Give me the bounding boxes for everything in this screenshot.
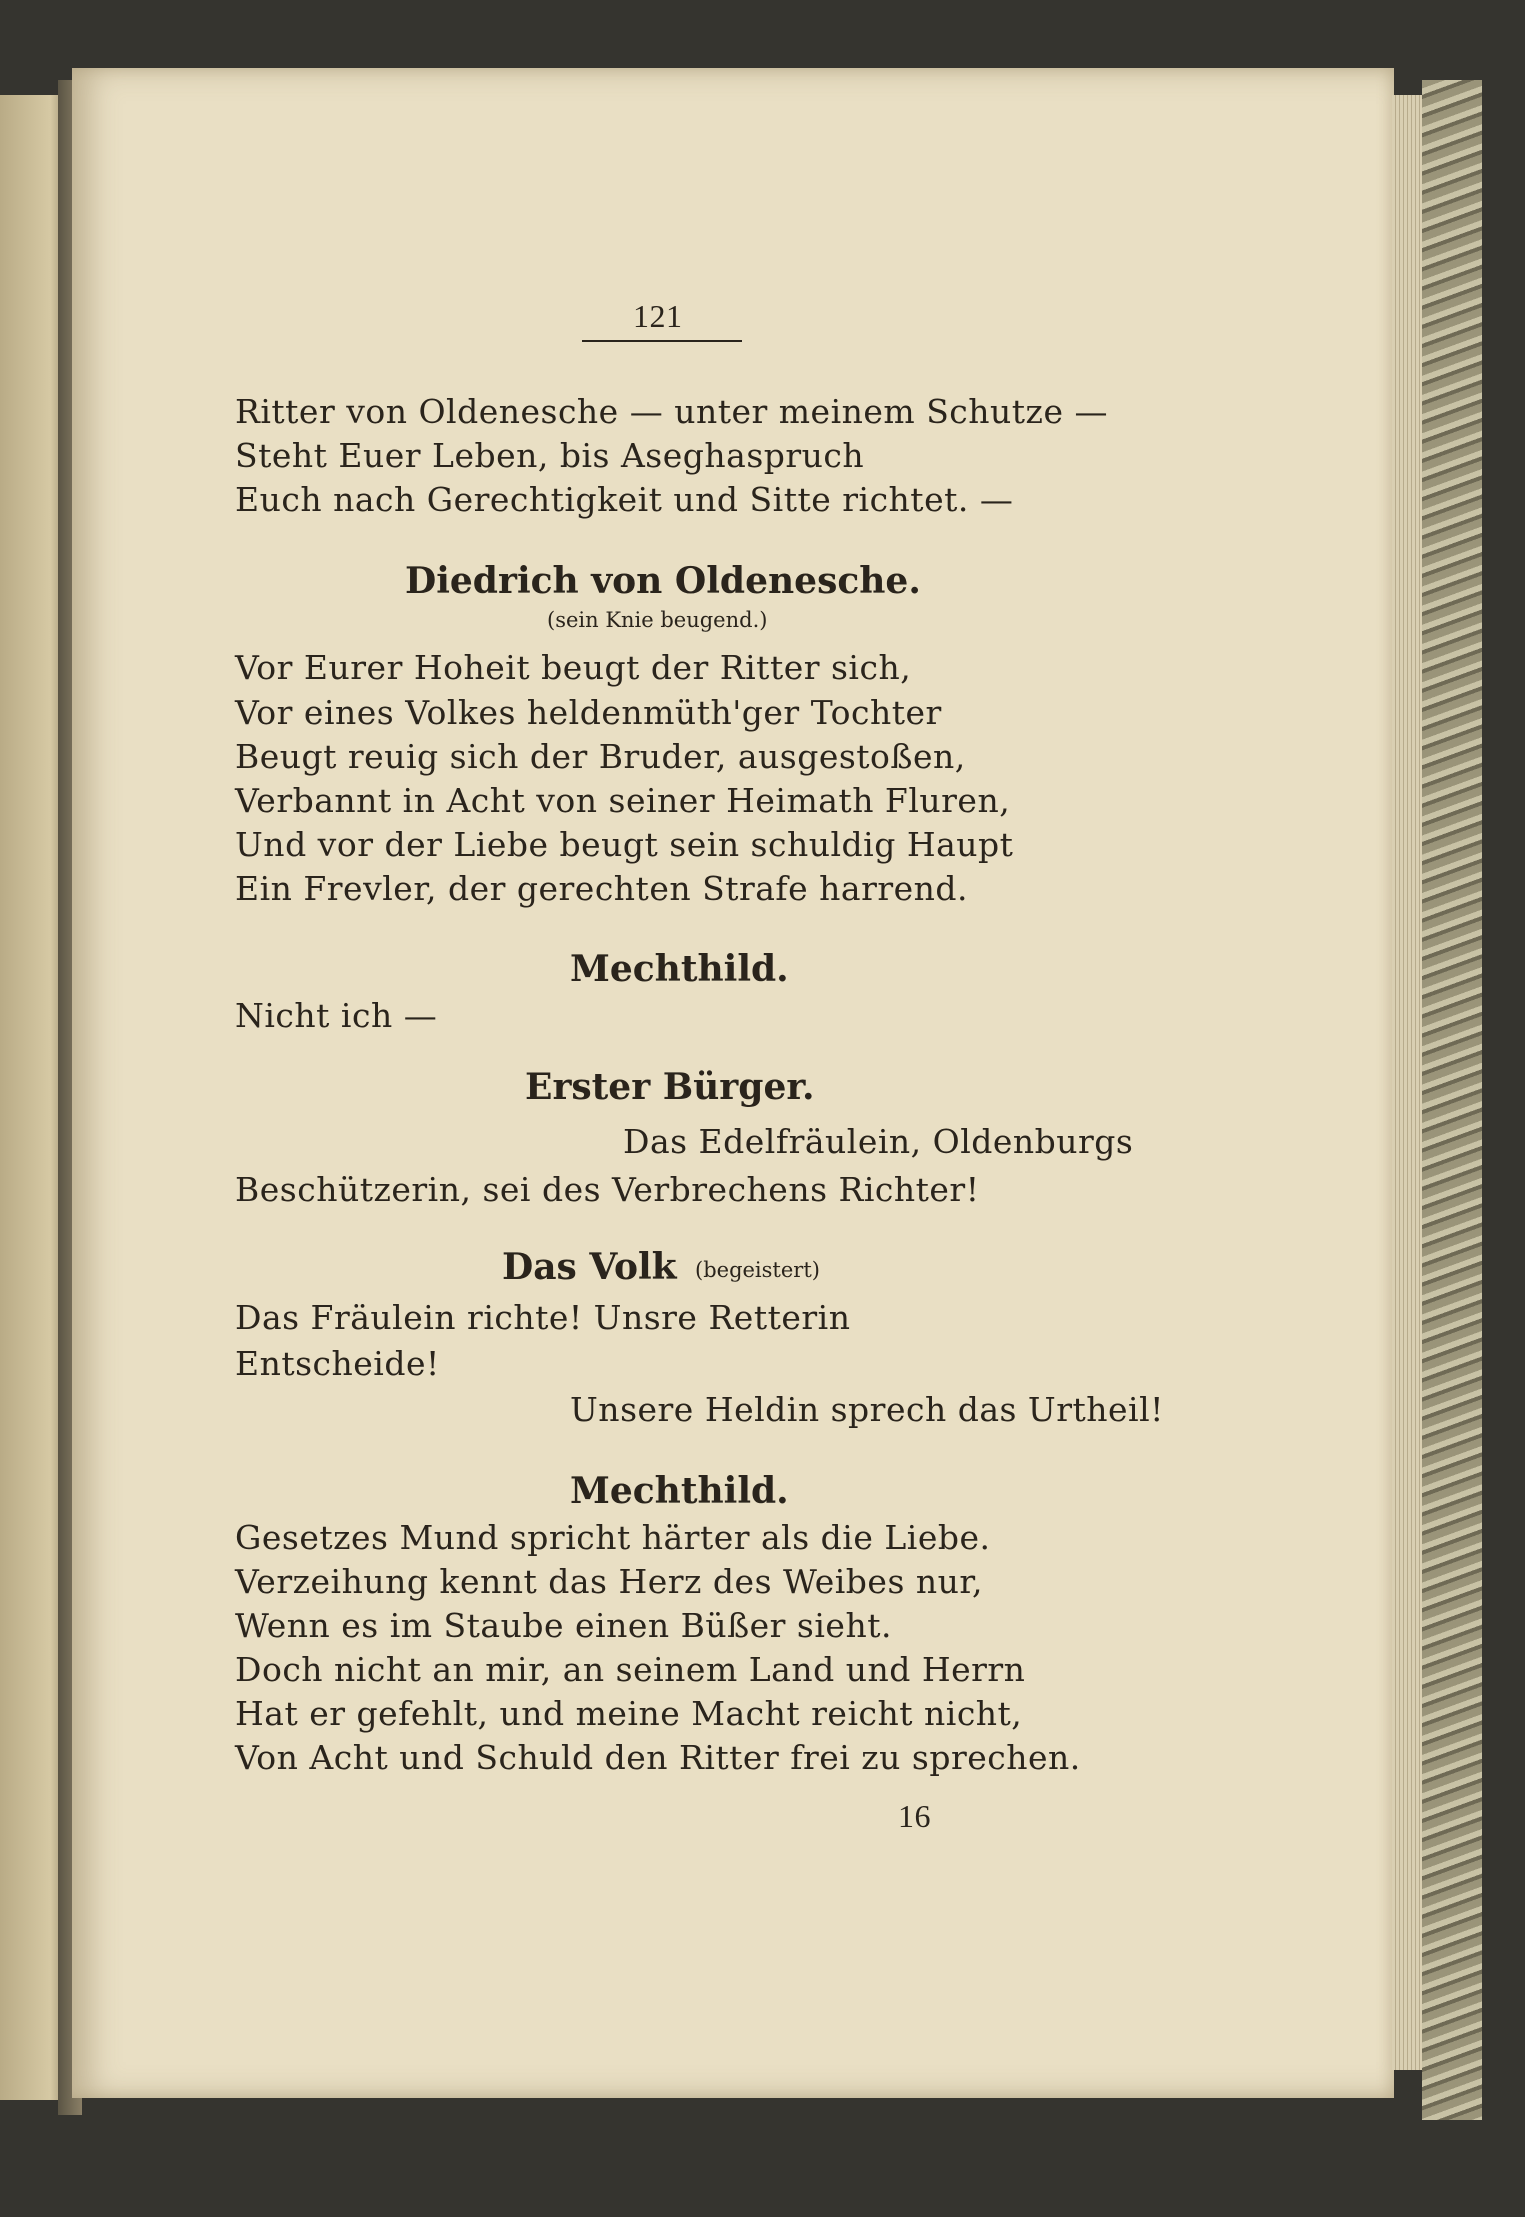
speaker-heading: Diedrich von Oldenesche.: [405, 560, 921, 602]
verse-line: Von Acht und Schuld den Ritter frei zu sprechen.: [235, 1738, 1081, 1777]
verse-line: Vor eines Volkes heldenmüth'ger Tochter: [235, 693, 942, 732]
page-number: 121: [633, 298, 683, 334]
verse-line: Ein Frevler, der gerechten Strafe harrend.: [235, 869, 969, 908]
page-text: [235, 0, 1385, 2217]
verse-line: Verzeihung kennt das Herz des Weibes nur,: [235, 1562, 984, 1601]
speaker-heading: Mechthild.: [570, 948, 789, 990]
verse-line: Verbannt in Acht von seiner Heimath Fluren,: [235, 781, 1011, 820]
verse-line: Wenn es im Staube einen Büßer sieht.: [235, 1606, 892, 1645]
page-edges: [1392, 95, 1422, 2070]
verse-line: Beugt reuig sich der Bruder, ausgestoßen,: [235, 737, 966, 776]
stage-direction: (sein Knie beugend.): [547, 608, 768, 632]
verse-line: Doch nicht an mir, an seinem Land und Herrn: [235, 1650, 1026, 1689]
verse-line: Und vor der Liebe beugt sein schuldig Haupt: [235, 825, 1014, 864]
verse-line: Vor Eurer Hoheit beugt der Ritter sich,: [235, 648, 912, 687]
verse-line: Gesetzes Mund spricht härter als die Liebe.: [235, 1518, 991, 1557]
verse-line: Unsere Heldin sprech das Urtheil!: [570, 1390, 1164, 1429]
verse-line: Beschützerin, sei des Verbrechens Richter!: [235, 1170, 980, 1209]
verse-line: Euch nach Gerechtigkeit und Sitte richtet. —: [235, 480, 1014, 519]
verse-line: Das Edelfräulein, Oldenburgs: [623, 1122, 1134, 1161]
verse-line: Nicht ich —: [235, 996, 438, 1035]
verse-line: Hat er gefehlt, und meine Macht reicht nicht,: [235, 1694, 1023, 1733]
verse-line: Ritter von Oldenesche — unter meinem Schutze —: [235, 392, 1108, 431]
speaker-heading: Das Volk: [502, 1246, 677, 1288]
book-cover-edge: [1422, 80, 1482, 2120]
speaker-heading: Mechthild.: [570, 1470, 789, 1512]
page-number-rule: [582, 340, 742, 342]
verse-line: Steht Euer Leben, bis Aseghaspruch: [235, 436, 865, 475]
verse-line: Das Fräulein richte! Unsre Retterin: [235, 1298, 851, 1337]
verse-line: Entscheide!: [235, 1344, 440, 1383]
stage-direction: (begeistert): [695, 1258, 820, 1282]
signature-mark: 16: [898, 1798, 931, 1834]
speaker-heading: Erster Bürger.: [525, 1066, 815, 1108]
